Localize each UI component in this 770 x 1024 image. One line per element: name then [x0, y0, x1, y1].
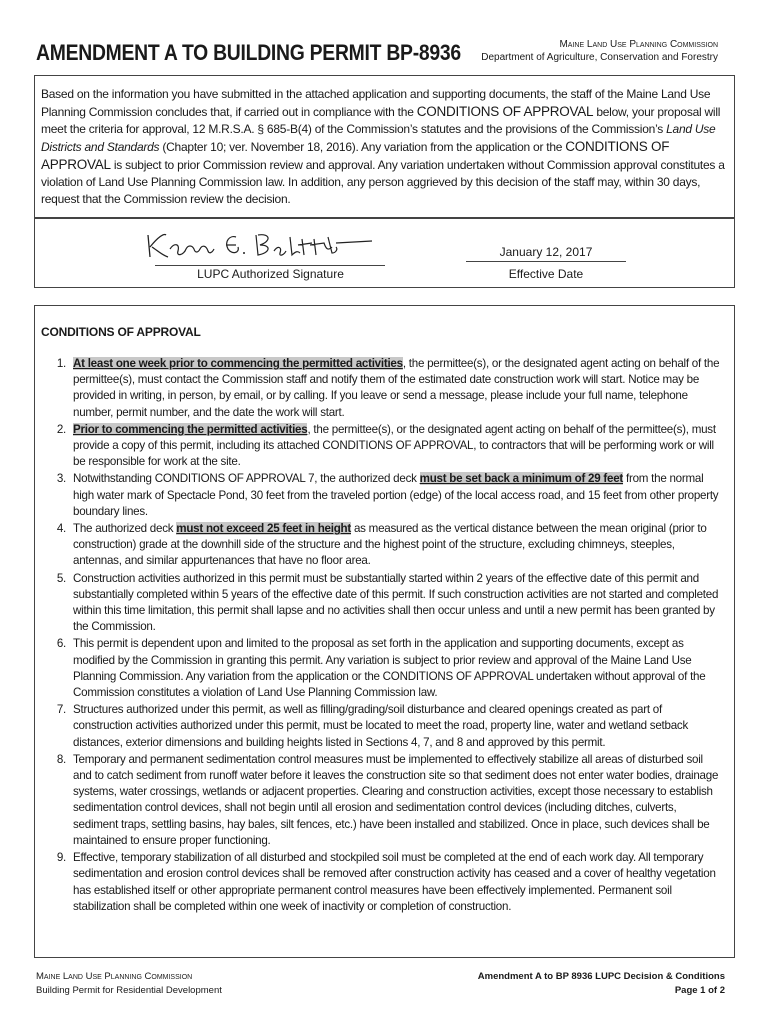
condition-text: This permit is dependent upon and limited to the proposal as set forth in the application and supporting documents, except as modified by the Commission in granting this permit. Any variation is subject to prior review and approval of the Maine Land Use Planning Commission. Any variation from the application or the CONDITIONS OF APPROVAL undertaken without approval of the Commission constitutes a violation of Land Use Planning Commission law. — [73, 637, 706, 700]
conditions-list — [41, 356, 721, 916]
condition-text-part: , the permittee(s), or the designated agent acting on behalf of the permittee(s), must provide a copy of this permit, including its attached CONDITIONS OF APPROVAL, to contractors that will be performing work or will be responsible for work at the site. — [73, 422, 716, 469]
intro-text: (Chapter 10; ver. November 18, 2016). Any variation from the application or the — [159, 140, 566, 154]
intro-text: is subject to prior Commission review and approval. Any variation undertaken without Commission approval constitutes a violation of Land Use Planning Commission law. In addition, any person aggrieved by this decision of the staff may, within 30 days, request that the Commission review the decision. — [41, 158, 725, 206]
condition-number: 3. — [56, 472, 66, 486]
intro-caps: CONDITIONS OF APPROVAL — [41, 139, 670, 172]
signature-box — [34, 218, 735, 288]
condition-number: 9. — [56, 851, 66, 865]
condition-text-part: Notwithstanding CONDITIONS OF APPROVAL 7, the authorized deck — [73, 472, 420, 486]
condition-number: 6. — [56, 637, 66, 651]
effective-date-value: January 12, 2017 — [499, 245, 593, 259]
page-title: AMENDMENT A TO BUILDING PERMIT BP-8936 — [36, 40, 461, 65]
intro-text: Based on the information you have submitted in the attached application and supporting documents, the staff of the Maine Land Use Planning Commission concludes that, if carried out in compliance with the — [41, 87, 711, 119]
signature-line — [155, 265, 385, 266]
condition-highlight: must not exceed 25 feet in height — [176, 522, 351, 536]
conditions-box — [34, 305, 735, 958]
intro-box — [34, 75, 735, 218]
department-name: Department of Agriculture, Conservation and Forestry — [481, 52, 718, 63]
condition-text — [73, 521, 721, 570]
condition-highlight: At least one week prior to commencing the permitted activities — [73, 357, 403, 370]
intro-italic: Land Use Districts and Standards — [41, 122, 716, 154]
condition-number: 4. — [56, 522, 66, 536]
condition-item — [41, 752, 721, 849]
handwritten-signature — [140, 227, 380, 263]
signature-label: LUPC Authorized Signature — [197, 267, 344, 281]
condition-highlight: Prior to commencing the permitted activities — [73, 422, 308, 436]
condition-number: 2. — [56, 422, 66, 436]
condition-text — [73, 471, 721, 520]
condition-text: Temporary and permanent sedimentation control measures must be implemented to effectively stabilize all areas of disturbed soil and to catch sediment from runoff water before it leaves the construction site so that sediment does not enter water bodies, drainage systems, water crossings, wetlands or adjacent properties. Clearing and construction activities, except those necessary to establish sedimentation control devices, shall not begin until all erosion and sedimentation control devices (including ditches, culverts, sediment traps, settling basins, hay bales, silt fences, etc.) have been installed and stabilized. Once in place, such devices shall be maintained to ensure proper functioning. — [73, 752, 719, 847]
condition-text: Construction activities authorized in this permit must be substantially started within 2 years of the effective date of this permit and substantially completed within 5 years of the effective date of this permit. If such construction activities are not started and completed within this time limitation, this permit shall lapse and no activities shall then occur unless and until a new permit has been granted by the Commission. — [73, 571, 719, 634]
agency-header — [481, 38, 718, 64]
footer-right — [478, 970, 725, 998]
intro-paragraph — [41, 86, 729, 208]
condition-item — [41, 471, 721, 520]
condition-item — [41, 422, 721, 471]
footer-doc-type: Building Permit for Residential Development — [36, 985, 222, 996]
condition-item — [41, 571, 721, 636]
condition-number: 1. — [56, 357, 66, 370]
condition-item — [41, 521, 721, 570]
footer-left — [36, 970, 222, 998]
condition-text-part: as measured as the vertical distance between the mean original (prior to construction) grade at the downhill side of the structure and the highest point of the structure, excluding chimneys, steeples, antennas, and similar appurtenances that have no floor area. — [73, 522, 707, 568]
condition-text: Structures authorized under this permit, as well as filling/grading/soil disturbance and cleared openings created as part of construction activities authorized under this permit, must be located to meet the road, property line, water and wetland setback distances, exterior dimensions and building heights listed in Sections 4, 7, and 8 and approved by this permit. — [73, 703, 689, 749]
intro-text: below, your proposal will meet the criteria for approval, 12 M.R.S.A. § 685-B(4) of the Commission’s statutes and the provisions of the Commission’s — [41, 105, 721, 136]
conditions-heading: CONDITIONS OF APPROVAL — [41, 325, 201, 339]
footer-document-title: Amendment A to BP 8936 LUPC Decision & Conditions — [477, 971, 725, 982]
condition-item — [41, 850, 721, 915]
page-number: Page 1 of 2 — [674, 985, 725, 996]
condition-item — [41, 636, 721, 701]
condition-text-part: The authorized deck — [73, 522, 177, 536]
condition-number: 5. — [56, 571, 66, 585]
condition-text-part: , the permittee(s), or the designated agent acting on behalf of the permittee(s), must contact the Commission staff and notify them of the estimated date construction work will start. Notice may be provided in writing, in person, by email, or by calling. If you leave or send a message, please include your full name, telephone number, permit number, and the date the work will start. — [73, 357, 720, 419]
condition-text-part: from the normal high water mark of Spectacle Pond, 30 feet from the traveled portion (edge) of the local access road, and 15 feet from other property boundary lines. — [73, 472, 719, 518]
condition-number: 7. — [56, 703, 66, 717]
condition-text — [73, 422, 721, 471]
date-line — [466, 261, 626, 262]
condition-item — [41, 356, 721, 421]
effective-date-label: Effective Date — [508, 267, 584, 281]
condition-item — [41, 702, 721, 751]
condition-text: Effective, temporary stabilization of all disturbed and stockpiled soil must be completed at the end of each work day. All temporary sedimentation and erosion control devices shall be removed after construction activity has ceased and a cover of healthy vegetation has established itself or other appropriate permanent control measures have been effectively implemented. Permanent soil stabilization shall be completed within one week of inactivity or completion of construction. — [73, 851, 716, 913]
condition-highlight: must be set back a minimum of 29 feet — [419, 472, 624, 486]
condition-number: 8. — [56, 752, 66, 766]
condition-text — [73, 356, 721, 421]
footer-agency-name: Maine Land Use Planning Commission — [36, 971, 193, 982]
intro-caps: CONDITIONS OF APPROVAL — [416, 104, 594, 119]
agency-name: Maine Land Use Planning Commission — [559, 39, 718, 50]
